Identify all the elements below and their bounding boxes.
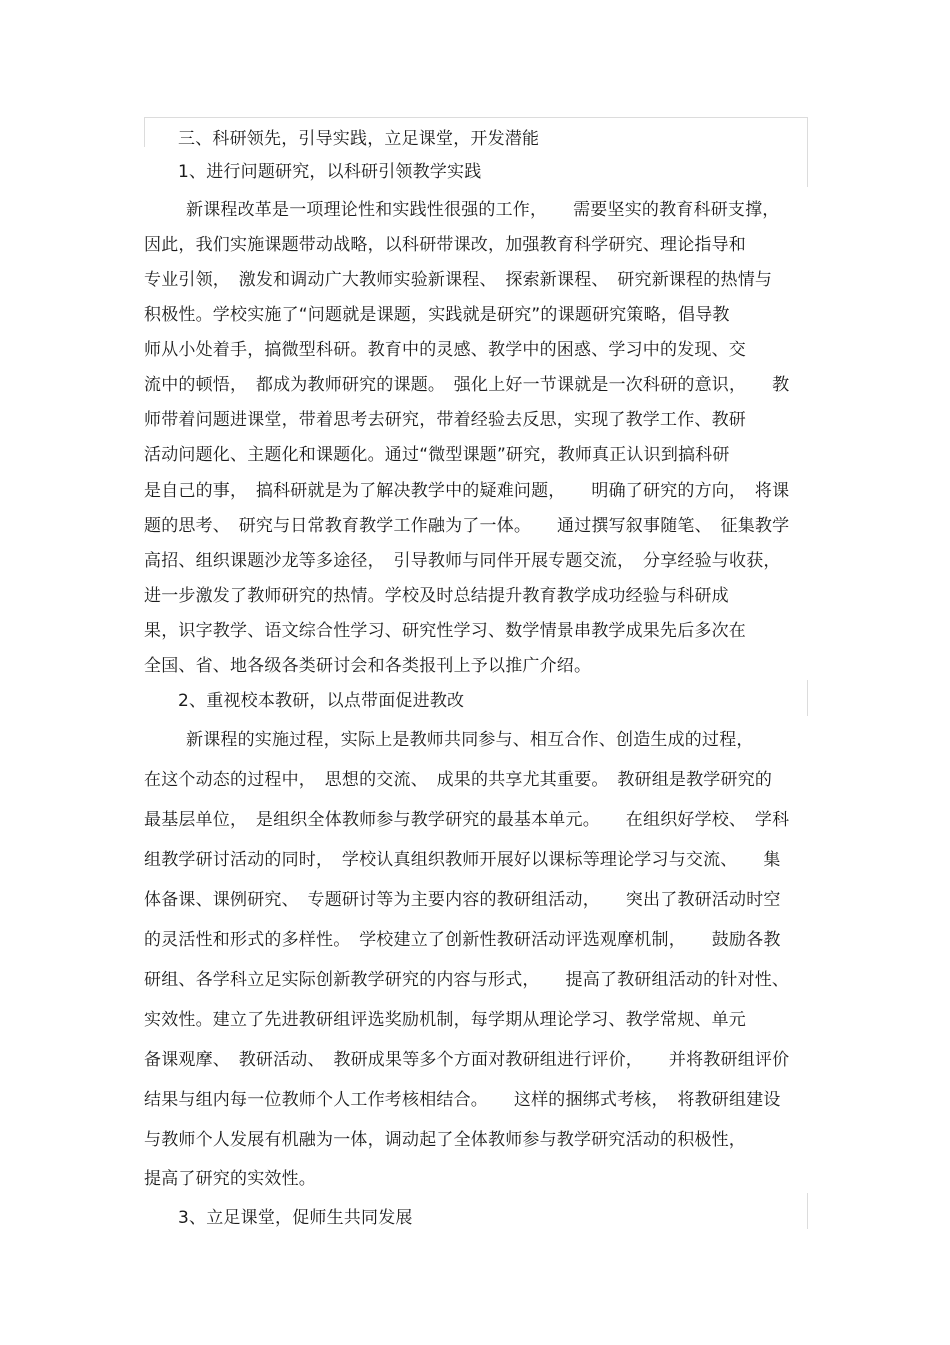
paragraph-line: 师从小处着手，搞微型科研。教育中的灵感、教学中的困惑、学习中的发现、交 bbox=[144, 340, 746, 360]
paragraph-line: 专业引领， 激发和调动广大教师实验新课程、 探索新课程、 研究新课程的热情与 bbox=[144, 270, 773, 290]
paragraph-line: 进一步激发了教师研究的热情。学校及时总结提升教育教学成功经验与科研成 bbox=[144, 586, 729, 606]
frame-right-line-1 bbox=[807, 117, 808, 187]
frame-top-line bbox=[144, 117, 808, 118]
paragraph-line: 实效性。建立了先进教研组评选奖励机制，每学期从理论学习、教学常规、单元 bbox=[144, 1010, 746, 1030]
paragraph-line: 与教师个人发展有机融为一体，调动起了全体教师参与教学研究活动的积极性， bbox=[144, 1130, 746, 1150]
paragraph-line: 师带着问题进课堂，带着思考去研究，带着经验去反思，实现了教学工作、教研 bbox=[144, 410, 746, 430]
paragraph-line: 在这个动态的过程中， 思想的交流、 成果的共享尤其重要。 教研组是教学研究的 bbox=[144, 770, 773, 790]
paragraph-line: 新课程改革是一项理论性和实践性很强的工作， 需要坚实的教育科研支撑， bbox=[186, 200, 780, 220]
paragraph-line: 备课观摩、 教研活动、 教研成果等多个方面对教研组进行评价， 并将教研组评价 bbox=[144, 1050, 790, 1070]
paragraph-line: 提高了研究的实效性。 bbox=[144, 1169, 316, 1189]
paragraph-line: 组教学研讨活动的同时， 学校认真组织教师开展好以课标等理论学习与交流、 集 bbox=[144, 850, 781, 870]
paragraph-line: 果，识字教学、语文综合性学习、研究性学习、数学情景串教学成果先后多次在 bbox=[144, 621, 746, 641]
sub1-heading: 1、进行问题研究，以科研引领教学实践 bbox=[178, 162, 482, 182]
paragraph-line: 结果与组内每一位教师个人工作考核相结合。 这样的捆绑式考核， 将教研组建设 bbox=[144, 1090, 781, 1110]
sub3-heading: 3、立足课堂，促师生共同发展 bbox=[178, 1208, 413, 1228]
paragraph-line: 研组、各学科立足实际创新教学研究的内容与形式， 提高了教研组活动的针对性、 bbox=[144, 970, 790, 990]
frame-right-line-2 bbox=[807, 680, 808, 716]
section-three-heading: 三、科研领先，引导实践，立足课堂，开发潜能 bbox=[178, 129, 540, 149]
paragraph-line: 高招、组织课题沙龙等多途径， 引导教师与同伴开展专题交流， 分享经验与收获， bbox=[144, 551, 781, 571]
frame-left-line-1 bbox=[144, 117, 145, 147]
paragraph-line: 流中的顿悟， 都成为教师研究的课题。 强化上好一节课就是一次科研的意识， 教 bbox=[144, 375, 790, 395]
paragraph-line: 体备课、课例研究、 专题研讨等为主要内容的教研组活动， 突出了教研活动时空 bbox=[144, 890, 781, 910]
sub2-heading: 2、重视校本教研，以点带面促进教改 bbox=[178, 691, 465, 711]
paragraph-line: 因此，我们实施课题带动战略，以科研带课改，加强教育科学研究、理论指导和 bbox=[144, 235, 746, 255]
paragraph-line: 新课程的实施过程，实际上是教师共同参与、相互合作、创造生成的过程， bbox=[186, 730, 754, 750]
paragraph-line: 最基层单位， 是组织全体教师参与教学研究的最基本单元。 在组织好学校、 学科 bbox=[144, 810, 790, 830]
paragraph-line: 题的思考、 研究与日常教育教学工作融为了一体。 通过撰写叙事随笔、 征集教学 bbox=[144, 516, 790, 536]
paragraph-line: 的灵活性和形式的多样性。 学校建立了创新性教研活动评选观摩机制， 鼓励各教 bbox=[144, 930, 781, 950]
paragraph-line: 积极性。学校实施了“问题就是课题，实践就是研究”的课题研究策略，倡导教 bbox=[144, 305, 730, 325]
frame-right-line-3 bbox=[807, 1193, 808, 1229]
paragraph-line: 是自己的事， 搞科研就是为了解决教学中的疑难问题， 明确了研究的方向， 将课 bbox=[144, 481, 790, 501]
paragraph-line: 活动问题化、主题化和课题化。通过“微型课题”研究，教师真正认识到搞科研 bbox=[144, 445, 730, 465]
paragraph-line: 全国、省、地各级各类研讨会和各类报刊上予以推广介绍。 bbox=[144, 656, 592, 676]
